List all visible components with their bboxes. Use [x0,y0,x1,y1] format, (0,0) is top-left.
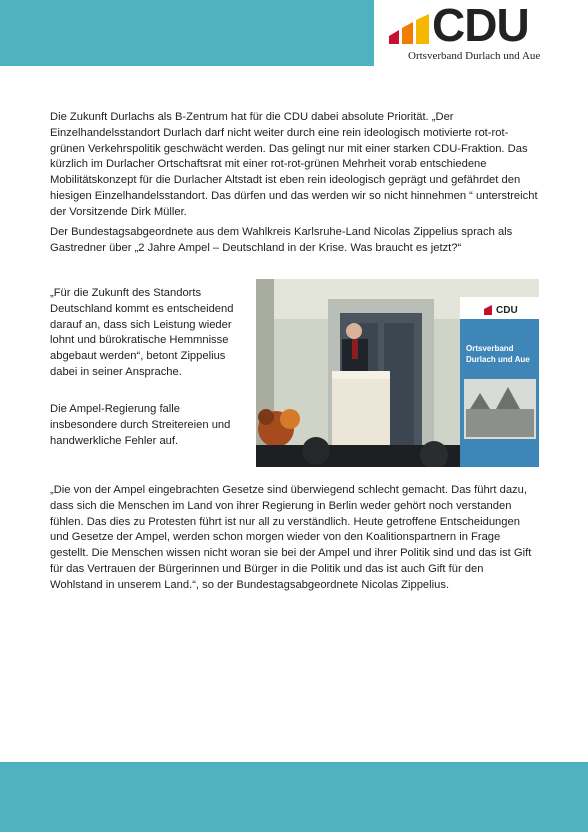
event-photo [256,279,539,467]
article-quote-2: Die Ampel-Regierung falle insbesondere durch Streitereien und handwerkliche Fehler auf. [50,403,231,447]
article-quote-1: „Für die Zukunft des Standorts Deutschland kommt es entscheidend darauf an, dass sich Leistung wieder lohnt und bürokratische Hemmnisse abgebaut werden“, betont Zippelius dabei in seiner Ansprache. [50,287,234,378]
banner-line-2: Durlach und Aue [466,355,530,364]
article-paragraph-3: „Die von der Ampel eingebrachten Gesetze sind überwiegend schlecht gemacht. Das führt dazu, dass sich die Menschen im Land von ihrer Regierung in Berlin weder gehört noch verstanden fühlen. Das dies zu Protesten führt ist nur all zu verständlich. Heute getroffene Entscheidungen und Gesetze der Ampel, werden schon morgen wieder von den Koalitionspartnern in Frage gestellt. Die Menschen wissen nicht woran sie bei der Ampel und ihrer Politik sind und das ist Gift für das Vertrauen der Bürgerinnen und Bürger in die Politik und das ist auch Gift für den Wohlstand in unserem Land.“, so der Bundestagsabgeordnete Nicolas Zippelius. [50,484,532,591]
article-paragraph-1: Die Zukunft Durlachs als B-Zentrum hat für die CDU dabei absolute Priorität. „Der Einzelhandelsstandort Durlach darf nicht weiter durch eine rein ideologisch motivierte rot-rot-grünen Verkehrspolitik geschwächt werden. Das gelingt nur mit einer starken CDU-Fraktion. Das kürzlich im Durlacher Ortschaftsrat mit einer rot-rot-grünen Mehrheit vorab entschiedene Mobilitätskonzept für die Durlacher Altstadt ist eben rein ideologisch geprägt und gefährdet den hiesigen Einzelhandelsstandort. Das dürfen und das werden wir so nicht hinnehmen “ unterstreicht der Vorsitzende Dirk Müller. [50,111,538,218]
banner-line-1: Ortsverband [466,344,514,353]
footer-band [0,762,588,832]
banner-logo-text: CDU [496,305,518,316]
event-photo-illustration [256,279,539,467]
logo-wordmark: CDU [432,0,529,51]
logo-yellow-stripe [416,14,429,44]
logo-red-stripe [389,30,399,44]
cdu-logo-icon [389,14,429,44]
article-paragraph-2: Der Bundestagsabgeordnete aus dem Wahlkreis Karlsruhe-Land Nicolas Zippelius sprach als Gastredner über „2 Jahre Ampel – Deutschland in der Krise. Was braucht es jetzt?“ [50,226,513,254]
logo-orange-stripe [402,22,413,44]
logo-subtitle: Ortsverband Durlach und Aue [408,50,541,62]
